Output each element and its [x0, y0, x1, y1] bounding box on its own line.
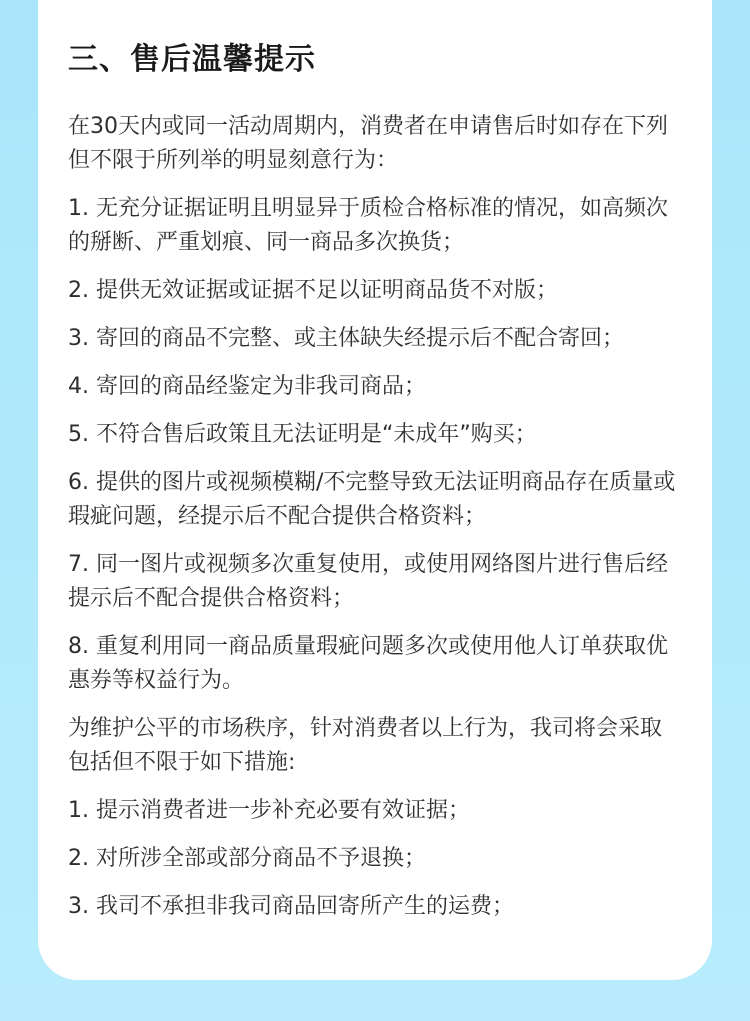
behavior-item-3: 3. 寄回的商品不完整、或主体缺失经提示后不配合寄回；: [68, 326, 624, 351]
measure-item-3: 3. 我司不承担非我司商品回寄所产生的运费；: [68, 894, 514, 919]
measures-intro: 为维护公平的市场秩序，针对消费者以上行为，我司将会采取包括但不限于如下措施:: [68, 716, 663, 775]
measure-item-2: 2. 对所涉全部或部分商品不予退换；: [68, 846, 426, 871]
behavior-item-6: 6. 提供的图片或视频模糊/不完整导致无法证明商品存在质量或瑕疵问题，经提示后不配合提供合格资料；: [68, 470, 676, 529]
section-title: 三、售后温馨提示: [68, 42, 316, 77]
behavior-item-7: 7. 同一图片或视频多次重复使用，或使用网络图片进行售后经提示后不配合提供合格资料；: [68, 552, 668, 611]
measure-item-1: 1. 提示消费者进一步补充必要有效证据；: [68, 798, 470, 823]
behavior-item-5: 5. 不符合售后政策且无法证明是“未成年”购买；: [68, 422, 537, 447]
notice-card: [38, 0, 712, 980]
behavior-item-2: 2. 提供无效证据或证据不足以证明商品货不对版；: [68, 278, 558, 303]
behavior-item-1: 1. 无充分证据证明且明显异于质检合格标准的情况，如高频次的掰断、严重划痕、同一商品多次换货；: [68, 196, 668, 255]
behavior-item-4: 4. 寄回的商品经鉴定为非我司商品；: [68, 374, 426, 399]
behavior-item-8: 8. 重复利用同一商品质量瑕疵问题多次或使用他人订单获取优惠券等权益行为。: [68, 634, 668, 693]
intro-paragraph: 在30天内或同一活动周期内，消费者在申请售后时如存在下列但不限于所列举的明显刻意行为：: [68, 114, 668, 173]
